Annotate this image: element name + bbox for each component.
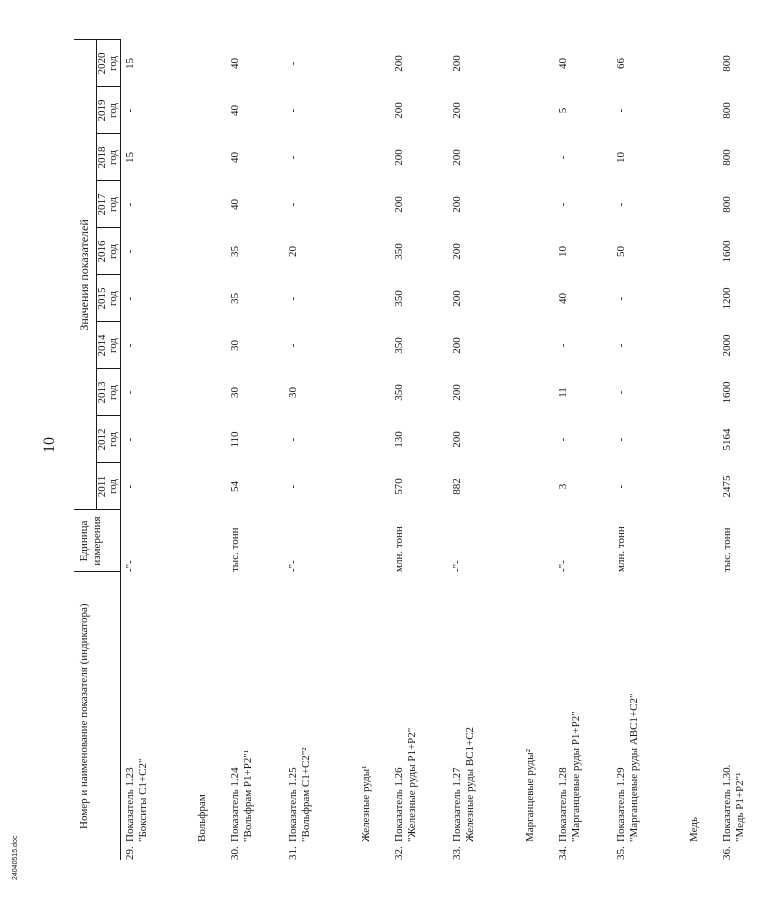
section-label — [670, 40, 718, 842]
indicator-code: Показатель 1.26 — [393, 767, 405, 842]
unit-cell: -"- — [557, 560, 569, 572]
value-cell-2013: - — [615, 390, 627, 395]
value-cell-2016: 35 — [229, 246, 241, 257]
value-cell-2013: 1600 — [721, 381, 733, 404]
indicator-name — [448, 572, 506, 842]
value-cell-2012: - — [557, 437, 569, 442]
value-cell-2014: - — [615, 343, 627, 348]
value-cell-2019: 800 — [721, 102, 733, 119]
indicator-title: "Медь P1+P2"¹ — [734, 772, 746, 842]
indicator-name — [226, 572, 284, 842]
value-cell-2013: 350 — [393, 384, 405, 401]
year-suffix: год — [106, 337, 119, 354]
value-cell-2017: 40 — [229, 199, 241, 210]
value-cell-2015: 200 — [451, 290, 463, 307]
section-label-text: Медь — [687, 817, 700, 842]
table-row — [612, 40, 670, 860]
values-group-header-text: Значения показателей — [77, 219, 91, 331]
indicator-name — [554, 572, 612, 842]
year-label: 2017 — [95, 193, 108, 216]
indicator-title: "Бокситы C1+C2" — [136, 758, 149, 842]
value-cell-2017: 800 — [721, 196, 733, 213]
year-label: 2011 — [95, 475, 108, 498]
indicator-title: Железные руды BC1+C2 — [464, 726, 476, 842]
year-suffix: год — [106, 243, 119, 260]
indicator-code: Показатель 1.30. — [721, 764, 733, 842]
section-spacer — [506, 842, 554, 860]
value-cell-2012: 5164 — [721, 428, 733, 451]
value-cell-2016: - — [123, 249, 136, 254]
section-spacer — [670, 842, 718, 860]
year-label: 2016 — [95, 240, 108, 263]
value-cell-2015: - — [287, 296, 299, 301]
year-label: 2015 — [95, 287, 108, 310]
indicators-table — [74, 39, 776, 860]
value-cell-2015: 35 — [229, 293, 241, 304]
value-cell-2018: - — [287, 155, 299, 160]
unit-column-header — [74, 510, 120, 572]
year-header-2018 — [96, 134, 120, 181]
row-number: 33. — [451, 846, 463, 860]
footer-code-text: 24040515.doc — [12, 835, 19, 880]
indicator-title: "Марганцевые руды P1+P2" — [570, 711, 582, 842]
section-row — [178, 40, 226, 860]
indicator-title: "Вольфрам C1+C2"² — [300, 747, 312, 842]
value-cell-2011: - — [123, 484, 136, 489]
section-spacer — [342, 842, 390, 860]
value-cell-2011: 882 — [451, 478, 463, 495]
indicator-code: Показатель 1.23 — [123, 767, 136, 842]
value-cell-2015: - — [123, 296, 136, 301]
value-cell-2011: - — [615, 484, 627, 489]
year-label: 2013 — [95, 381, 108, 404]
unit-cell: -"- — [287, 560, 299, 572]
year-label: 2014 — [95, 334, 108, 357]
section-row — [342, 40, 390, 860]
value-cell-2013: 30 — [229, 387, 241, 398]
section-label — [342, 40, 390, 842]
value-cell-2011: - — [287, 484, 299, 489]
indicator-title: "Вольфрам P1+P2"¹ — [242, 749, 254, 842]
value-cell-2012: - — [123, 437, 136, 442]
year-suffix: год — [106, 55, 119, 71]
year-header-2017 — [96, 181, 120, 228]
value-cell-2012: - — [615, 437, 627, 442]
value-cell-2020: 200 — [393, 55, 405, 72]
row-number: 30. — [229, 846, 241, 860]
value-cell-2019: - — [287, 108, 299, 113]
row-number: 29. — [123, 846, 136, 860]
year-header-2019 — [96, 87, 120, 134]
unit-cell: млн. тонн — [393, 526, 405, 572]
value-cell-2020: 40 — [557, 57, 569, 69]
value-cell-2017: - — [557, 202, 569, 207]
section-row — [670, 40, 718, 860]
indicator-code: Показатель 1.27 — [451, 767, 463, 842]
value-cell-2011: 54 — [229, 481, 241, 492]
value-cell-2012: 130 — [393, 431, 405, 448]
year-header-2013 — [96, 369, 120, 416]
value-cell-2011: 2475 — [721, 475, 733, 498]
value-cell-2014: 2000 — [721, 334, 733, 357]
name-column-header — [74, 572, 120, 860]
values-group-header — [74, 40, 96, 510]
page-number: 10 — [41, 437, 58, 453]
indicator-name — [718, 572, 776, 842]
table-row — [284, 40, 342, 860]
year-header-2012 — [96, 416, 120, 463]
indicator-name — [612, 572, 670, 842]
value-cell-2019: - — [615, 108, 627, 113]
value-cell-2020: 800 — [721, 55, 733, 72]
value-cell-2013: 200 — [451, 384, 463, 401]
value-cell-2015: 1200 — [721, 287, 733, 310]
name-column-header-text: Номер и наименование показателя (индикатора) — [78, 603, 90, 829]
row-number: 35. — [615, 846, 627, 860]
year-label: 2012 — [95, 428, 108, 451]
indicator-name — [390, 572, 448, 842]
value-cell-2018: 15 — [123, 152, 136, 163]
unit-cell: тыс. тонн — [721, 527, 733, 572]
value-cell-2019: 40 — [229, 105, 241, 116]
section-label-text: Железные руды¹ — [359, 765, 372, 842]
value-cell-2017: - — [615, 202, 627, 207]
value-cell-2020: 40 — [229, 57, 241, 69]
section-label-text: Марганцевые руды² — [523, 749, 536, 842]
indicator-title: "Марганцевые руды ABC1+C2" — [628, 693, 640, 842]
year-suffix: год — [106, 384, 119, 401]
value-cell-2020: 200 — [451, 55, 463, 72]
table-row — [718, 40, 776, 860]
year-header-2016 — [96, 228, 120, 275]
value-cell-2014: 350 — [393, 337, 405, 354]
value-cell-2013: 11 — [557, 387, 569, 398]
value-cell-2016: 200 — [451, 243, 463, 260]
value-cell-2019: 200 — [451, 102, 463, 119]
indicator-title: "Железные руды P1+P2" — [406, 727, 418, 842]
year-label: 2018 — [95, 146, 108, 169]
table-row — [448, 40, 506, 860]
section-spacer — [178, 842, 226, 860]
year-suffix: год — [106, 196, 119, 213]
section-label-text: Вольфрам — [195, 794, 208, 842]
row-number: 36. — [721, 846, 733, 860]
value-cell-2018: 800 — [721, 149, 733, 166]
value-cell-2014: - — [287, 343, 299, 348]
value-cell-2017: 200 — [451, 196, 463, 213]
value-cell-2018: 10 — [615, 152, 627, 163]
value-cell-2011: 570 — [393, 478, 405, 495]
value-cell-2020: 66 — [615, 57, 627, 69]
year-header-2015 — [96, 275, 120, 322]
section-row — [506, 40, 554, 860]
indicator-code: Показатель 1.29 — [615, 767, 627, 842]
unit-cell: тыс. тонн — [229, 527, 241, 572]
table-body — [120, 40, 776, 860]
value-cell-2015: 350 — [393, 290, 405, 307]
rotated-content — [40, 30, 746, 860]
value-cell-2012: - — [287, 437, 299, 442]
value-cell-2018: 200 — [393, 149, 405, 166]
table-row — [226, 40, 284, 860]
year-header-2020 — [96, 40, 120, 87]
indicator-name — [120, 572, 178, 842]
value-cell-2018: 200 — [451, 149, 463, 166]
value-cell-2016: 20 — [287, 246, 299, 257]
indicator-code: Показатель 1.25 — [287, 767, 299, 842]
year-suffix: год — [106, 478, 119, 495]
value-cell-2015: - — [615, 296, 627, 301]
value-cell-2020: 15 — [123, 57, 136, 69]
value-cell-2019: 200 — [393, 102, 405, 119]
value-cell-2016: 10 — [557, 246, 569, 257]
table-row — [554, 40, 612, 860]
value-cell-2011: 3 — [557, 483, 569, 490]
year-suffix: год — [106, 431, 119, 448]
year-suffix: год — [106, 290, 119, 307]
year-header-2014 — [96, 322, 120, 369]
value-cell-2013: 30 — [287, 387, 299, 398]
section-label — [506, 40, 554, 842]
value-cell-2018: - — [557, 155, 569, 160]
value-cell-2017: - — [123, 202, 136, 207]
year-label: 2019 — [95, 99, 108, 122]
value-cell-2016: 50 — [615, 246, 627, 257]
value-cell-2016: 350 — [393, 243, 405, 260]
unit-cell: млн. тонн — [615, 526, 627, 572]
value-cell-2019: - — [123, 108, 136, 113]
value-cell-2014: 200 — [451, 337, 463, 354]
value-cell-2020: - — [287, 61, 299, 66]
row-number: 32. — [393, 846, 405, 860]
indicator-code: Показатель 1.28 — [557, 767, 569, 842]
value-cell-2015: 40 — [557, 293, 569, 304]
year-header-2011 — [96, 463, 120, 510]
unit-cell: -"- — [123, 560, 136, 572]
value-cell-2012: 110 — [229, 431, 241, 448]
unit-cell: -"- — [451, 560, 463, 572]
section-label — [178, 40, 226, 842]
row-number: 34. — [557, 846, 569, 860]
value-cell-2013: - — [123, 390, 136, 395]
table-row — [390, 40, 448, 860]
unit-column-header-text: Единица измерения — [78, 516, 103, 566]
indicator-name — [284, 572, 342, 842]
value-cell-2018: 40 — [229, 152, 241, 163]
value-cell-2017: 200 — [393, 196, 405, 213]
value-cell-2012: 200 — [451, 431, 463, 448]
value-cell-2014: - — [557, 343, 569, 348]
value-cell-2019: 5 — [557, 107, 569, 114]
value-cell-2017: - — [287, 202, 299, 207]
year-suffix: год — [106, 102, 119, 119]
table-row — [120, 40, 178, 860]
indicator-code: Показатель 1.24 — [229, 767, 241, 842]
year-suffix: год — [106, 149, 119, 166]
year-label: 2020 — [95, 52, 108, 75]
value-cell-2016: 1600 — [721, 240, 733, 263]
value-cell-2014: 30 — [229, 340, 241, 351]
row-number: 31. — [287, 846, 299, 860]
value-cell-2014: - — [123, 343, 136, 348]
